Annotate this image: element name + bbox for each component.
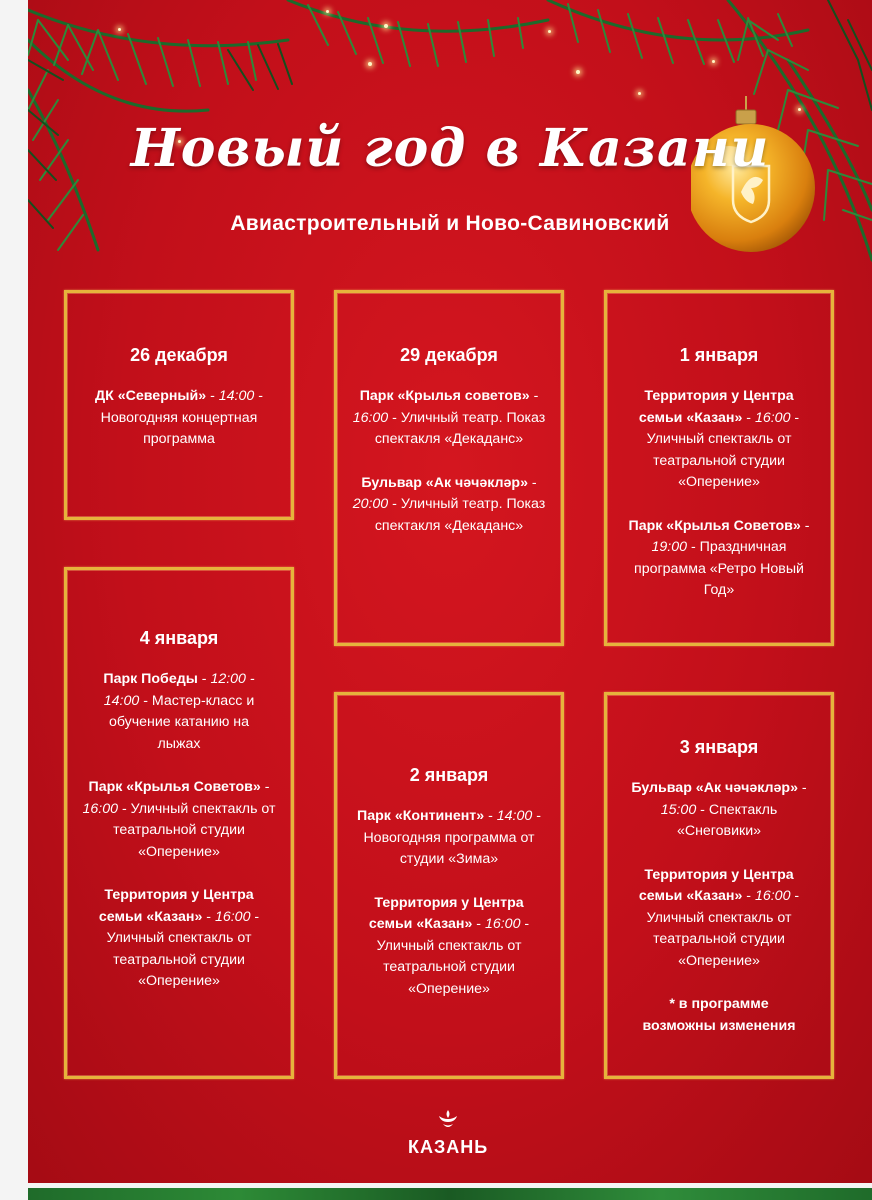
event-description: Новогодняя концертная программа	[100, 409, 258, 447]
card-date: 3 января	[679, 737, 759, 757]
event-item: Территория у Центра семьи «Казан» - 16:00 - Уличный спектакль от театральной студии «Оперение»	[98, 887, 260, 989]
event-time: 19:00	[651, 539, 688, 555]
disclaimer-note: * в программе возможны изменения	[642, 996, 796, 1034]
event-description: Мастер-класс и обучение катанию на лыжах	[108, 692, 255, 752]
event-item: Парк «Крылья советов» - 16:00 - Уличный театр. Показ спектакля «Декаданс»	[352, 388, 546, 447]
event-place: Территория у Центра семьи «Казан»	[638, 866, 794, 904]
event-item: ДК «Северный» - 14:00 - Новогодняя концертная программа	[95, 388, 263, 447]
event-place: Парк «Крылья Советов»	[88, 779, 261, 795]
event-time: 16:00	[754, 888, 791, 904]
logo-text: КАЗАНЬ	[408, 1137, 489, 1157]
event-description: Уличный спектакль от театральной студии «Оперение»	[113, 800, 276, 860]
card-date: 1 января	[679, 345, 759, 365]
event-time: 16:00	[352, 409, 389, 426]
schedule-card	[604, 692, 834, 1079]
event-item: Территория у Центра семьи «Казан» - 16:00 - Уличный спектакль от театральной студии «Оперение»	[638, 388, 800, 490]
event-item: Территория у Центра семьи «Казан» - 16:00 - Уличный спектакль от театральной студии «Оперение»	[368, 894, 530, 997]
kazan-logo	[408, 1108, 488, 1158]
schedule-card	[604, 290, 834, 646]
page-subtitle: Авиастроительный и Ново-Савиновский	[230, 212, 670, 235]
event-time: 16:00	[82, 800, 119, 817]
event-item: Бульвар «Ак чәчәкләр» - 20:00 - Уличный театр. Показ спектакля «Декаданс»	[352, 474, 546, 534]
card-date: 2 января	[409, 765, 489, 785]
event-place: Бульвар «Ак чәчәкләр»	[631, 780, 798, 796]
page-title: Новый год в Казани	[130, 118, 770, 179]
event-place: Территория у Центра семьи «Казан»	[368, 894, 524, 932]
card-date: 4 января	[139, 628, 219, 648]
event-description: Праздничная программа «Ретро Новый Год»	[634, 539, 804, 598]
event-item: Парк «Континент» - 14:00 - Новогодняя программа от студии «Зима»	[357, 808, 541, 867]
event-time: 16:00	[484, 916, 521, 932]
schedule-card	[334, 692, 564, 1079]
bottom-fir-strip	[28, 1188, 872, 1200]
schedule-card	[64, 567, 294, 1079]
schedule-card	[64, 290, 294, 520]
event-place: Парк «Крылья советов»	[359, 388, 530, 404]
event-time: 14:00	[496, 808, 533, 824]
kazan-logo-icon	[433, 1108, 463, 1132]
event-item: Парк «Крылья Советов» - 16:00 - Уличный спектакль от театральной студии «Оперение»	[82, 779, 276, 860]
event-description: Уличный спектакль от театральной студии «Оперение»	[376, 937, 522, 997]
event-description: Новогодняя программа от студии «Зима»	[363, 829, 535, 867]
event-time: 12:00 - 14:00	[103, 671, 255, 709]
event-description: Уличный театр. Показ спектакля «Декаданс»	[374, 496, 546, 534]
event-time: 16:00	[214, 908, 251, 925]
event-place: Парк «Континент»	[357, 808, 485, 824]
schedule-card	[334, 290, 564, 646]
event-description: Уличный спектакль от театральной студии «Оперение»	[106, 930, 252, 989]
event-time: 16:00	[754, 409, 791, 426]
poster	[28, 0, 872, 1183]
event-item: Парк Победы - 12:00 - 14:00 - Мастер-класс и обучение катанию на лыжах	[103, 671, 255, 752]
card-date: 26 декабря	[130, 345, 228, 365]
event-place: Территория у Центра семьи «Казан»	[98, 887, 254, 925]
event-description: Уличный спектакль от театральной студии «Оперение»	[646, 909, 792, 969]
event-item: Территория у Центра семьи «Казан» - 16:00 - Уличный спектакль от театральной студии «Оперение»	[638, 866, 800, 969]
event-time: 15:00	[660, 801, 697, 818]
event-time: 20:00	[352, 496, 389, 512]
event-place: Парк Победы	[103, 671, 198, 687]
event-item: Парк «Крылья Советов» - 19:00 - Праздничная программа «Ретро Новый Год»	[628, 517, 810, 598]
event-description: Уличный театр. Показ спектакля «Декаданс»	[374, 409, 546, 447]
event-item: Бульвар «Ак чәчәкләр» - 15:00 - Спектакль «Снеговики»	[631, 780, 807, 839]
event-place: Территория у Центра семьи «Казан»	[638, 388, 794, 426]
event-place: Бульвар «Ак чәчәкләр»	[361, 474, 528, 491]
card-date: 29 декабря	[400, 345, 498, 365]
event-description: Спектакль «Снеговики»	[676, 801, 778, 839]
event-place: Парк «Крылья Советов»	[628, 517, 801, 534]
event-place: ДК «Северный»	[95, 388, 207, 404]
event-time: 14:00	[218, 388, 255, 404]
event-description: Уличный спектакль от театральной студии «Оперение»	[646, 431, 792, 490]
